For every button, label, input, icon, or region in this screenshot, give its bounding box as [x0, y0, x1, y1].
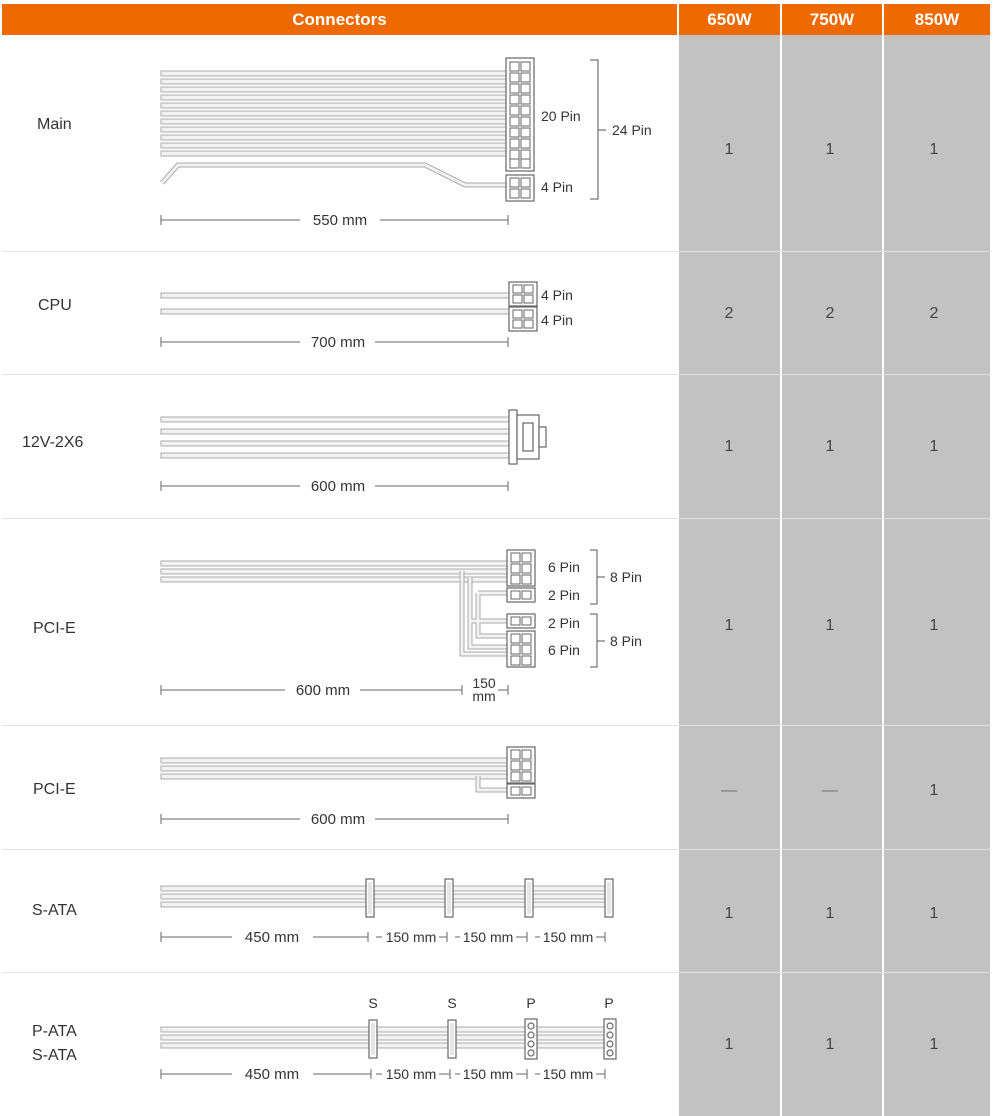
- cable-branch: [162, 165, 506, 185]
- header-850w: 850W: [884, 4, 990, 35]
- qty-650w: 1: [724, 438, 734, 455]
- connector-6pin-a: [507, 550, 535, 586]
- qty-650w: —: [721, 782, 737, 799]
- connector-6pin-b: [507, 631, 535, 667]
- qty-650w: 1: [724, 905, 734, 922]
- molex-connector: [525, 1019, 537, 1059]
- pata-sata-cable-diagram: [150, 973, 670, 1108]
- length-label: 150 mm: [462, 1066, 514, 1082]
- qty-750w: —: [822, 782, 838, 799]
- pin-label: 20 Pin: [541, 108, 581, 124]
- cable-bundle: [161, 417, 509, 458]
- connector-name: CPU: [38, 297, 72, 314]
- bracket: [590, 550, 605, 604]
- cable-bundle: [161, 293, 511, 314]
- length-label: 150 mm: [385, 929, 437, 945]
- row-pata-sata: [0, 973, 1000, 1116]
- row-main: [0, 35, 1000, 251]
- qty-750w: 1: [825, 1036, 835, 1053]
- sata-connector: [366, 879, 374, 917]
- cable-bundle: [161, 561, 507, 582]
- length-label: 600 mm: [310, 478, 366, 495]
- dimension-line: [161, 1069, 605, 1079]
- pin-label: 8 Pin: [610, 633, 642, 649]
- connector-name: S-ATA: [32, 902, 77, 919]
- qty-750w: 2: [825, 305, 835, 322]
- dimension-line: [161, 932, 605, 942]
- qty-850w: 1: [929, 1036, 939, 1053]
- qty-650w: 1: [724, 141, 734, 158]
- pin-label: 6 Pin: [548, 559, 580, 575]
- row-pcie-dual: [0, 519, 1000, 725]
- 12v-2x6-cable-diagram: [150, 375, 670, 505]
- qty-850w: 1: [929, 141, 939, 158]
- pin-label: 24 Pin: [612, 122, 652, 138]
- qty-750w: 1: [825, 438, 835, 455]
- pin-label: 6 Pin: [548, 642, 580, 658]
- cable-bundle: [161, 886, 607, 907]
- qty-650w: 2: [724, 305, 734, 322]
- connector-name: P-ATA: [32, 1023, 77, 1040]
- connector-name: 12V-2X6: [22, 434, 84, 451]
- pin-label: 4 Pin: [541, 312, 573, 328]
- qty-850w: 1: [929, 617, 939, 634]
- connector-type-label: S: [447, 995, 457, 1011]
- qty-850w: 2: [929, 305, 939, 322]
- connector-2pin-b: [507, 614, 535, 628]
- pin-label: 2 Pin: [548, 615, 580, 631]
- qty-850w: 1: [929, 905, 939, 922]
- row-pcie-single: [0, 726, 1000, 849]
- qty-750w: 1: [825, 905, 835, 922]
- sata-connector: [445, 879, 453, 917]
- length-label: 600 mm: [310, 811, 366, 828]
- sata-cable-diagram: [150, 850, 670, 970]
- length-label: 450 mm: [244, 929, 300, 946]
- cable-bundle: [161, 758, 507, 779]
- length-label: 450 mm: [244, 1066, 300, 1083]
- qty-650w: 1: [724, 617, 734, 634]
- sata-connector: [605, 879, 613, 917]
- pin-label: 2 Pin: [548, 587, 580, 603]
- cable-bundle: [161, 71, 506, 156]
- length-label: 150 mm: [462, 929, 514, 945]
- pin-label: 4 Pin: [541, 179, 573, 195]
- sata-connector: [525, 879, 533, 917]
- connector-name: S-ATA: [32, 1047, 77, 1064]
- connector-name: PCI-E: [33, 781, 76, 798]
- connector-20pin: [506, 58, 534, 171]
- connector-4pin-a: [509, 282, 537, 306]
- sata-connector: [448, 1020, 456, 1058]
- qty-750w: 1: [825, 141, 835, 158]
- qty-850w: 1: [929, 782, 939, 799]
- length-label: 700 mm: [310, 334, 366, 351]
- length-label: 150 mm: [542, 929, 594, 945]
- sata-connector: [369, 1020, 377, 1058]
- qty-850w: 1: [929, 438, 939, 455]
- molex-connector: [604, 1019, 616, 1059]
- length-label: 150 mm: [385, 1066, 437, 1082]
- row-cpu: [0, 252, 1000, 374]
- connector-name: PCI-E: [33, 620, 76, 637]
- main-cable-diagram: [150, 35, 670, 235]
- pin-label: 4 Pin: [541, 287, 573, 303]
- header-connectors: Connectors: [2, 4, 677, 35]
- header-650w: 650W: [679, 4, 780, 35]
- pcie-dual-cable-diagram: [150, 519, 670, 719]
- header-750w: 750W: [782, 4, 882, 35]
- row-12v-2x6: [0, 375, 1000, 518]
- connector-type-label: P: [526, 995, 536, 1011]
- length-label: 550 mm: [312, 212, 368, 229]
- connector-4pin-b: [509, 307, 537, 331]
- qty-650w: 1: [724, 1036, 734, 1053]
- qty-750w: 1: [825, 617, 835, 634]
- row-sata: [0, 850, 1000, 972]
- cable-bundle: [161, 1027, 607, 1048]
- bracket: [590, 614, 605, 667]
- connector-6pin: [507, 747, 535, 783]
- length-label: 150 mm: [542, 1066, 594, 1082]
- connector-4pin: [506, 175, 534, 201]
- length-label: 150: [472, 675, 496, 691]
- connector-2pin-a: [507, 588, 535, 602]
- pin-label: 8 Pin: [610, 569, 642, 585]
- pcie-single-cable-diagram: [150, 726, 670, 846]
- bracket: [590, 60, 606, 199]
- connector-name: Main: [37, 116, 72, 133]
- length-label: mm: [472, 688, 496, 704]
- length-label: 600 mm: [295, 682, 351, 699]
- connector-type-label: S: [368, 995, 378, 1011]
- cpu-cable-diagram: [150, 252, 670, 362]
- connector-type-label: P: [604, 995, 614, 1011]
- connector-2pin: [507, 784, 535, 798]
- connector-12v-2x6: [509, 410, 546, 464]
